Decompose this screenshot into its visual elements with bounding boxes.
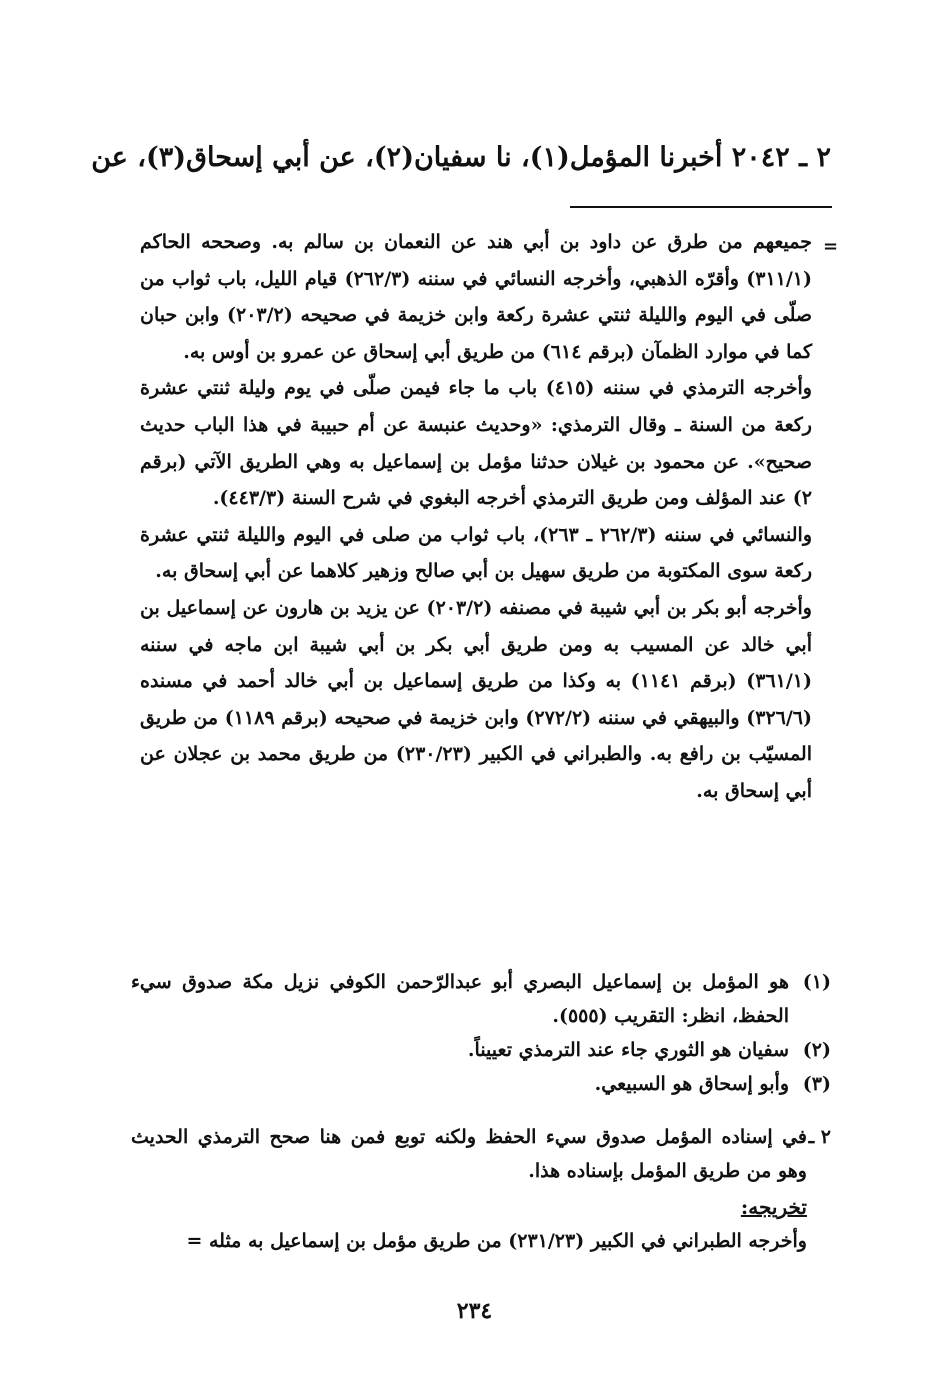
body-paragraph: وأخرجه الترمذي في سننه (٤١٥) باب ما جاء فيمن صلّى في يوم وليلة ثنتي عشرة ركعة من السنة ـ وقال الترمذي: «وحديث عنبسة عن أم حبيبة في هذا الباب حديث صحيح». عن محمود بن غيلان حدثنا مؤمل بن إسماعيل به وهي الطريق الآتي (برقم ٢) عند المؤلف ومن طريق الترمذي أخرجه البغوي في شرح السنة (٤٤٣/٣). <box>140 377 812 510</box>
page-number: ٢٣٤ <box>456 1298 493 1324</box>
hadith-heading: ٢ ـ ٢٠٤٢ أخبرنا المؤمل(١)، نا سفيان(٢)، عن أبي إسحاق(٣)، عن <box>91 142 831 173</box>
footnote-item <box>131 965 831 1033</box>
footnote-item <box>131 1067 831 1101</box>
footnotes <box>131 965 831 1101</box>
footnote-separator-rule <box>570 206 832 208</box>
grading-item <box>131 1120 831 1188</box>
footnote-text: سفيان هو الثوري جاء عند الترمذي تعييناً. <box>467 1039 789 1061</box>
footnote-number: (٢) <box>802 1039 831 1061</box>
grading-section <box>131 1120 831 1258</box>
footnote-item <box>131 1033 831 1067</box>
takhrij-continuation-text <box>140 224 812 810</box>
grading-number: ٢ ـ <box>808 1126 831 1148</box>
footnote-text: وأبو إسحاق هو السبيعي. <box>594 1073 789 1095</box>
takhrij-heading: تخريجه: <box>740 1195 807 1219</box>
grading-text: في إسناده المؤمل صدوق سيء الحفظ ولكنه توبع فمن هنا صحح الترمذي الحديث وهو من طريق المؤمل بإسناده هذا. <box>131 1126 807 1182</box>
body-paragraph: جميعهم من طرق عن داود بن أبي هند عن النعمان بن سالم به. وصححه الحاكم (٣١١/١) وأقرّه الذهبي، وأخرجه النسائي في سننه (٢٦٢/٣) قيام الليل، باب ثواب من صلّى في اليوم والليلة ثنتي عشرة ركعة وابن خزيمة في صحيحه (٢٠٣/٢) وابن حبان كما في موارد الظمآن (برقم ٦١٤) من طريق أبي إسحاق عن عمرو بن أوس به. <box>140 231 813 363</box>
takhrij-text: وأخرجه الطبراني في الكبير (٢٣١/٢٣) من طريق مؤمل بن إسماعيل به مثله = <box>186 1230 807 1252</box>
body-paragraph: وأخرجه أبو بكر بن أبي شيبة في مصنفه (٢٠٣/٢) عن يزيد بن هارون عن إسماعيل بن أبي خالد عن المسيب به ومن طريق أبي بكر بن أبي شيبة ابن ماجه في سننه (٣٦١/١) (برقم ١١٤١) به وكذا من طريق إسماعيل بن أبي خالد أحمد في مسنده (٣٢٦/٦) والبيهقي في سننه (٢٧٢/٢) وابن خزيمة في صحيحه (برقم ١١٨٩) من طريق المسيّب بن رافع به. والطبراني في الكبير (٢٣٠/٢٣) من طريق محمد بن عجلان عن أبي إسحاق به. <box>140 596 812 802</box>
footnote-number: (٣) <box>802 1073 831 1095</box>
footnote-text: هو المؤمل بن إسماعيل البصري أبو عبدالرّحمن الكوفي نزيل مكة صدوق سيء الحفظ، انظر: التقريب (٥٥٥). <box>131 971 789 1027</box>
footnote-number: (١) <box>802 971 831 993</box>
body-paragraph: والنسائي في سننه (٢٦٢/٣ ـ ٢٦٣)، باب ثواب من صلى في اليوم والليلة ثنتي عشرة ركعة سوى المكتوبة من طريق سهيل بن أبي صالح وزهير كلاهما عن أبي إسحاق به. <box>140 523 812 583</box>
continuation-mark: = <box>823 236 839 257</box>
